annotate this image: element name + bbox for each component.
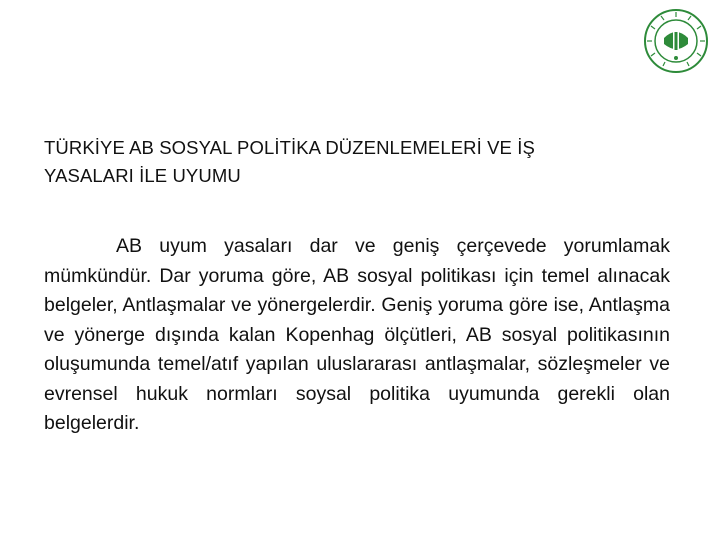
slide-title bbox=[44, 134, 684, 190]
university-seal-logo-icon bbox=[643, 8, 709, 74]
slide-title-line-2: YASALARI İLE UYUMU bbox=[44, 165, 241, 186]
slide-body-paragraph bbox=[44, 232, 670, 439]
paragraph-text: AB uyum yasaları dar ve geniş çerçevede yorumlamak mümkündür. Dar yoruma göre, AB sosyal politikası için temel alınacak belgeler, Antlaşmalar ve yönergelerdir. Geniş yoruma göre ise, Antlaşma ve yönerge dışında kalan Kopenhag ölçütleri, AB sosyal politikasının oluşumunda temel/atıf yapılan uluslararası antlaşmalar, sözleşmeler ve evrensel hukuk normları soysal politika uyumunda gerekli olan belgelerdir. bbox=[44, 235, 670, 434]
slide-title-line-1: TÜRKİYE AB SOSYAL POLİTİKA DÜZENLEMELERİ VE İŞ bbox=[44, 137, 535, 158]
